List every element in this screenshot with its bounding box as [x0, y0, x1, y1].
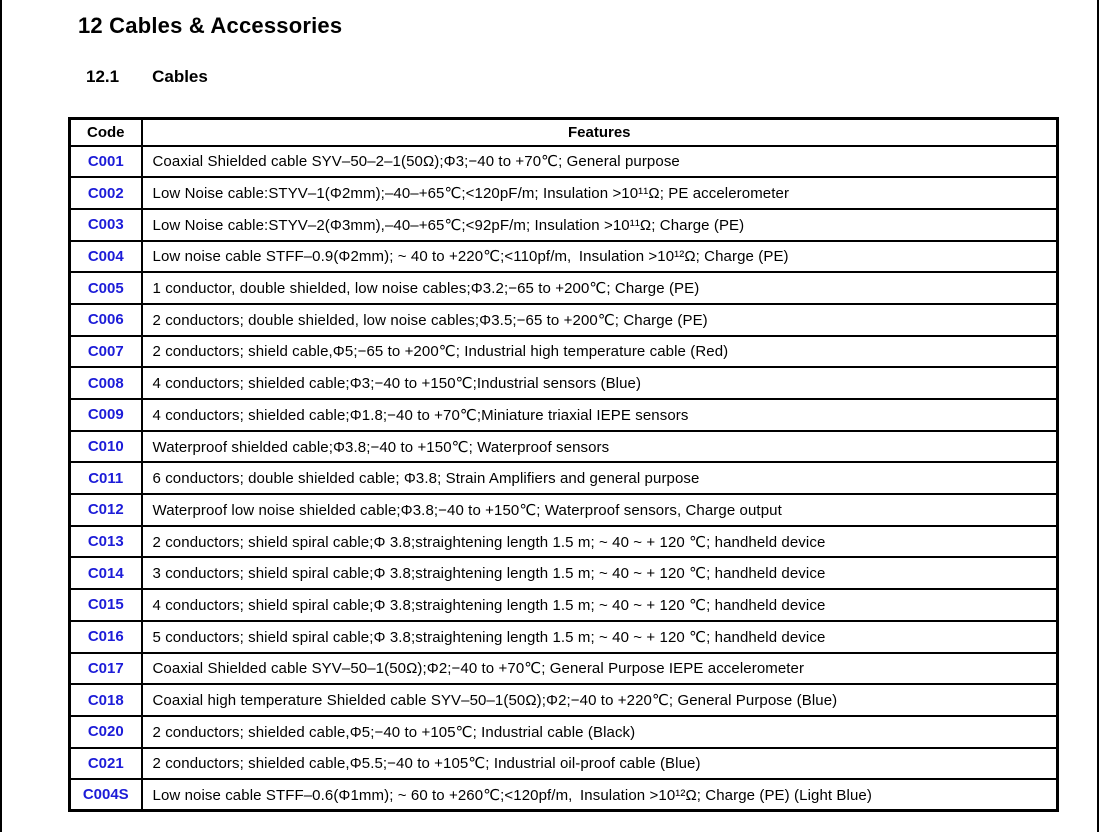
cable-code-cell: C009 — [70, 399, 142, 431]
cable-features-cell: 2 conductors; shielded cable,Φ5.5;−40 to +105℃; Industrial oil-proof cable (Blue) — [142, 748, 1058, 780]
cable-code-cell: C010 — [70, 431, 142, 463]
cable-features-cell: 2 conductors; double shielded, low noise cables;Φ3.5;−65 to +200℃; Charge (PE) — [142, 304, 1058, 336]
cable-features-cell: 4 conductors; shielded cable;Φ1.8;−40 to +70℃;Miniature triaxial IEPE sensors — [142, 399, 1058, 431]
table-row — [70, 716, 1058, 748]
cable-features-cell: Low noise cable STFF–0.9(Φ2mm); ~ 40 to +220℃;<110pf/m, Insulation >10¹²Ω; Charge (PE) — [142, 241, 1058, 273]
table-row — [70, 653, 1058, 685]
cable-features-cell: Low noise cable STFF–0.6(Φ1mm); ~ 60 to +260℃;<120pf/m, Insulation >10¹²Ω; Charge (PE) (Light Blue) — [142, 779, 1058, 811]
cable-features-cell: Waterproof low noise shielded cable;Φ3.8;−40 to +150℃; Waterproof sensors, Charge output — [142, 494, 1058, 526]
table-row — [70, 589, 1058, 621]
cable-code-cell: C001 — [70, 146, 142, 178]
cable-code-cell: C021 — [70, 748, 142, 780]
cable-code-cell: C004S — [70, 779, 142, 811]
subsection-number: 12.1 — [86, 67, 120, 86]
table-row — [70, 304, 1058, 336]
column-header-features: Features — [142, 119, 1058, 146]
table-row — [70, 779, 1058, 811]
table-row — [70, 431, 1058, 463]
table-row — [70, 241, 1058, 273]
cable-code-cell: C008 — [70, 367, 142, 399]
cable-code-cell: C003 — [70, 209, 142, 241]
cable-features-cell: 4 conductors; shield spiral cable;Φ 3.8;straightening length 1.5 m; ~ 40 ~ + 120 ℃; handheld device — [142, 589, 1058, 621]
cable-features-cell: 6 conductors; double shielded cable; Φ3.8; Strain Amplifiers and general purpose — [142, 462, 1058, 494]
cable-code-cell: C005 — [70, 272, 142, 304]
table-row — [70, 621, 1058, 653]
cable-features-cell: 2 conductors; shield cable,Φ5;−65 to +200℃; Industrial high temperature cable (Red) — [142, 336, 1058, 368]
table-body — [70, 146, 1058, 811]
cable-features-cell: Low Noise cable:STYV–2(Φ3mm),–40–+65℃;<92pF/m; Insulation >10¹¹Ω; Charge (PE) — [142, 209, 1058, 241]
table-row — [70, 146, 1058, 178]
cable-features-cell: 4 conductors; shielded cable;Φ3;−40 to +150℃;Industrial sensors (Blue) — [142, 367, 1058, 399]
table-header-row — [70, 119, 1058, 146]
cable-features-cell: Coaxial Shielded cable SYV–50–1(50Ω);Φ2;−40 to +70℃; General Purpose IEPE accelerometer — [142, 653, 1058, 685]
table-row — [70, 399, 1058, 431]
cable-code-cell: C020 — [70, 716, 142, 748]
table-row — [70, 494, 1058, 526]
subsection-label: Cables — [152, 67, 208, 86]
cable-features-cell: Coaxial Shielded cable SYV–50–2–1(50Ω);Φ3;−40 to +70℃; General purpose — [142, 146, 1058, 178]
cable-features-cell: Waterproof shielded cable;Φ3.8;−40 to +150℃; Waterproof sensors — [142, 431, 1058, 463]
table-row — [70, 272, 1058, 304]
column-header-code: Code — [70, 119, 142, 146]
cable-code-cell: C011 — [70, 462, 142, 494]
cables-table — [68, 117, 1059, 812]
cable-code-cell: C012 — [70, 494, 142, 526]
cable-code-cell: C016 — [70, 621, 142, 653]
table-row — [70, 367, 1058, 399]
table-row — [70, 209, 1058, 241]
cable-code-cell: C018 — [70, 684, 142, 716]
cable-code-cell: C004 — [70, 241, 142, 273]
cable-code-cell: C015 — [70, 589, 142, 621]
section-title: 12 Cables & Accessories — [78, 13, 343, 38]
cable-features-cell: 2 conductors; shielded cable,Φ5;−40 to +105℃; Industrial cable (Black) — [142, 716, 1058, 748]
table-row — [70, 177, 1058, 209]
cable-code-cell: C007 — [70, 336, 142, 368]
cable-features-cell: 1 conductor, double shielded, low noise cables;Φ3.2;−65 to +200℃; Charge (PE) — [142, 272, 1058, 304]
cable-features-cell: 2 conductors; shield spiral cable;Φ 3.8;straightening length 1.5 m; ~ 40 ~ + 120 ℃; handheld device — [142, 526, 1058, 558]
table-row — [70, 336, 1058, 368]
table-row — [70, 748, 1058, 780]
cable-code-cell: C014 — [70, 557, 142, 589]
cable-code-cell: C002 — [70, 177, 142, 209]
page-edge-right — [1097, 0, 1099, 832]
cable-code-cell: C006 — [70, 304, 142, 336]
table-row — [70, 684, 1058, 716]
cable-features-cell: 5 conductors; shield spiral cable;Φ 3.8;straightening length 1.5 m; ~ 40 ~ + 120 ℃; handheld device — [142, 621, 1058, 653]
table-row — [70, 526, 1058, 558]
cable-features-cell: Coaxial high temperature Shielded cable SYV–50–1(50Ω);Φ2;−40 to +220℃; General Purpose (Blue) — [142, 684, 1058, 716]
cable-features-cell: Low Noise cable:STYV–1(Φ2mm);–40–+65℃;<120pF/m; Insulation >10¹¹Ω; PE accelerometer — [142, 177, 1058, 209]
cable-code-cell: C017 — [70, 653, 142, 685]
table-row — [70, 462, 1058, 494]
cable-features-cell: 3 conductors; shield spiral cable;Φ 3.8;straightening length 1.5 m; ~ 40 ~ + 120 ℃; handheld device — [142, 557, 1058, 589]
page-edge-left — [0, 0, 2, 832]
subsection-title — [86, 67, 208, 87]
cable-code-cell: C013 — [70, 526, 142, 558]
table-row — [70, 557, 1058, 589]
